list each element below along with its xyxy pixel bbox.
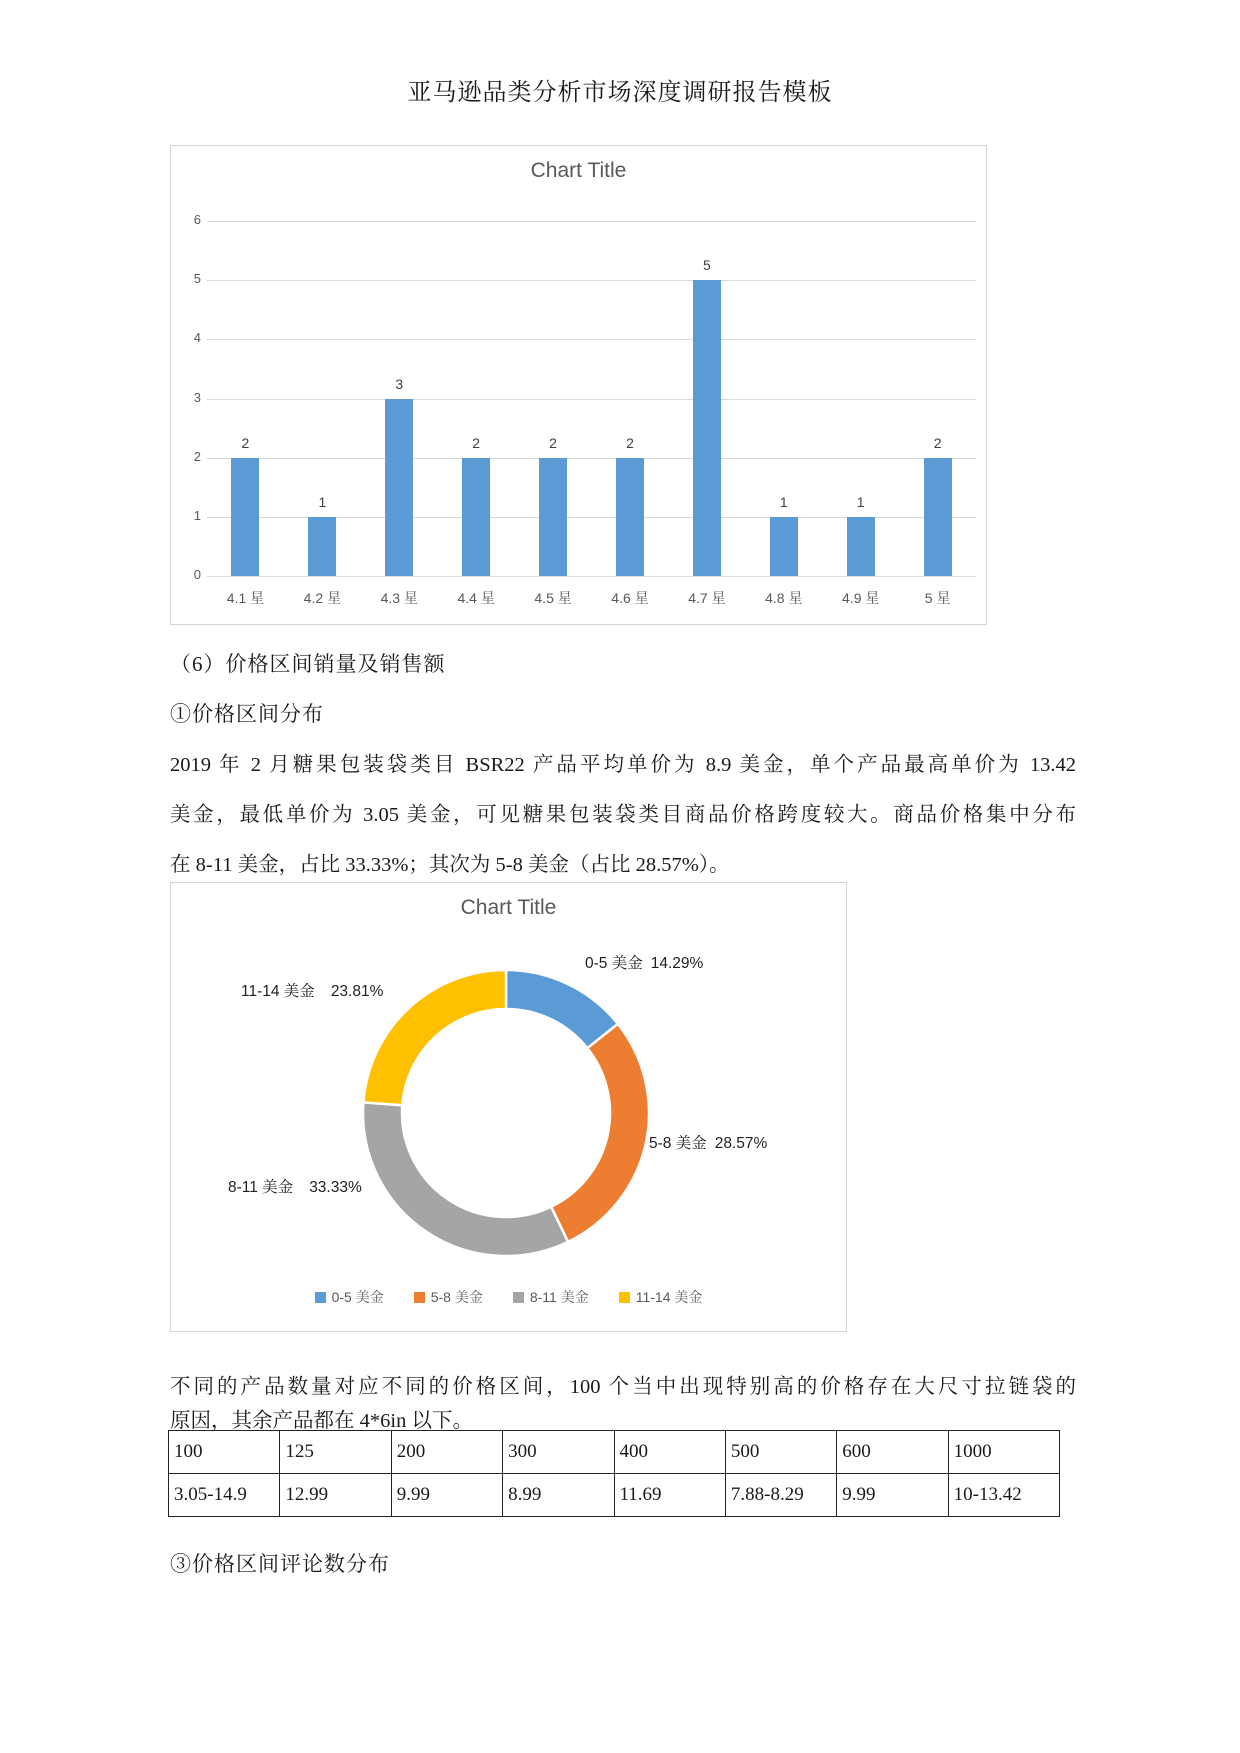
bar-chart-plot-area [207,221,976,576]
paragraph-line: 不同的产品数量对应不同的价格区间，100 个当中出现特别高的价格存在大尺寸拉链袋的 [170,1376,1076,1398]
x-axis-label: 4.4 星 [457,590,495,606]
gridline [207,576,976,577]
donut-slice-11-14 美金 [363,970,506,1105]
table-header-cell: 125 [280,1431,391,1474]
bar-cell [899,221,976,576]
table-header-cell: 600 [837,1431,948,1474]
table-value-cell: 9.99 [391,1474,502,1517]
y-axis-label: 1 [193,507,201,523]
y-axis-label: 4 [193,330,201,346]
table-value-cell: 7.88-8.29 [725,1474,836,1517]
x-axis-label: 4.9 星 [842,590,880,606]
bar-value-label: 2 [241,434,250,451]
table-value-cell: 10-13.42 [948,1474,1059,1517]
paragraph-price-distribution [170,740,1076,890]
legend-item: 11-14 美金 [619,1287,703,1307]
bar-4.9 星 [847,517,875,576]
legend-swatch-icon [414,1292,425,1303]
bar-value-label: 1 [779,493,788,510]
bar-4.6 星 [616,458,644,576]
donut-slice-5-8 美金 [551,1024,649,1242]
bar-cell [592,221,669,576]
legend-swatch-icon [315,1292,326,1303]
table-header-cell: 1000 [948,1431,1059,1474]
bar-cell [361,221,438,576]
paragraph-line: 2019 年 2 月糖果包装袋类目 BSR22 产品平均单价为 8.9 美金，单个产品最高单价为 13.42 [170,754,1076,776]
table-header-cell: 300 [503,1431,614,1474]
bar-4.4 星 [462,458,490,576]
bar-value-label: 2 [472,434,481,451]
legend-swatch-icon [513,1292,524,1303]
table-value-cell: 9.99 [837,1474,948,1517]
bar-4.5 星 [539,458,567,576]
pie-data-label: 0-5 美金 14.29% [585,955,704,972]
bar-value-label: 2 [549,434,557,451]
bar-chart [170,145,987,625]
subsection-3-heading: ③价格区间评论数分布 [170,1552,390,1576]
bar-cell [822,221,899,576]
legend-item: 0-5 美金 [315,1287,384,1307]
y-axis-label: 5 [193,271,201,287]
y-axis-label: 6 [193,212,201,227]
report-title: 亚马逊品类分析市场深度调研报告模板 [407,80,833,106]
table-header-cell: 500 [725,1431,836,1474]
pie-data-label: 5-8 美金 28.57% [649,1135,768,1152]
price-table [168,1430,1060,1517]
bar-4.7 星 [693,280,721,576]
bar-5 星 [924,458,952,576]
x-axis-label: 4.3 星 [380,590,418,606]
paragraph-product-count [170,1370,1076,1438]
x-axis-label: 4.1 星 [226,590,265,606]
pie-chart-title: Chart Title [460,896,557,919]
bar-value-label: 5 [702,257,711,274]
table-value-cell: 11.69 [614,1474,725,1517]
bar-cell [668,221,745,576]
paragraph-line: 在 8-11 美金，占比 33.33%；其次为 5-8 美金（占比 28.57%）。 [170,854,730,876]
table-value-cell: 8.99 [503,1474,614,1517]
y-axis-label: 2 [193,448,201,464]
pie-chart-legend [171,1287,846,1307]
bar-value-label: 1 [856,493,865,510]
table-value-cell: 12.99 [280,1474,391,1517]
x-axis-label: 5 星 [924,590,951,606]
bar-value-label: 2 [626,434,634,451]
table-header-cell: 400 [614,1431,725,1474]
bar-4.3 星 [385,399,413,577]
pie-data-label: 8-11 美金 33.33% [228,1179,362,1196]
x-axis-label: 4.8 星 [765,590,803,606]
legend-swatch-icon [619,1292,630,1303]
bar-4.1 星 [231,458,259,576]
paragraph-line: 原因，其余产品都在 4*6in 以下。 [170,1410,473,1432]
bar-value-label: 1 [318,493,327,510]
bar-cell [438,221,515,576]
y-axis-label: 0 [193,567,201,582]
bar-4.2 星 [308,517,336,576]
bar-chart-x-axis [207,588,976,608]
x-axis-label: 4.2 星 [303,590,342,606]
legend-item: 5-8 美金 [414,1287,483,1307]
subsection-1-heading: ①价格区间分布 [170,702,324,726]
table-value-cell: 3.05-14.9 [169,1474,280,1517]
x-axis-label: 4.7 星 [688,590,726,606]
bar-cell [284,221,361,576]
paragraph-line: 美金，最低单价为 3.05 美金，可见糖果包装袋类目商品价格跨度较大。商品价格集中分布 [170,804,1076,826]
bar-value-label: 2 [933,434,942,451]
table-header-cell: 200 [391,1431,502,1474]
bar-cell [207,221,284,576]
section-6-heading: （6）价格区间销量及销售额 [170,652,446,676]
bar-value-label: 3 [395,375,404,392]
bar-4.8 星 [770,517,798,576]
bar-chart-title: Chart Title [530,159,627,182]
bar-cell [745,221,822,576]
table-row [169,1431,1060,1474]
x-axis-label: 4.6 星 [611,590,649,606]
y-axis-label: 3 [193,389,201,405]
bar-cell [515,221,592,576]
pie-chart [170,882,847,1332]
legend-item: 8-11 美金 [513,1287,589,1307]
pie-data-label: 11-14 美金 23.81% [241,983,384,1000]
x-axis-label: 4.5 星 [534,590,572,606]
table-row [169,1474,1060,1517]
donut-slice-8-11 美金 [363,1102,568,1256]
bar-chart-y-axis [177,146,201,624]
donut-ring [171,883,846,1331]
table-header-cell: 100 [169,1431,280,1474]
bar-series [207,221,976,576]
